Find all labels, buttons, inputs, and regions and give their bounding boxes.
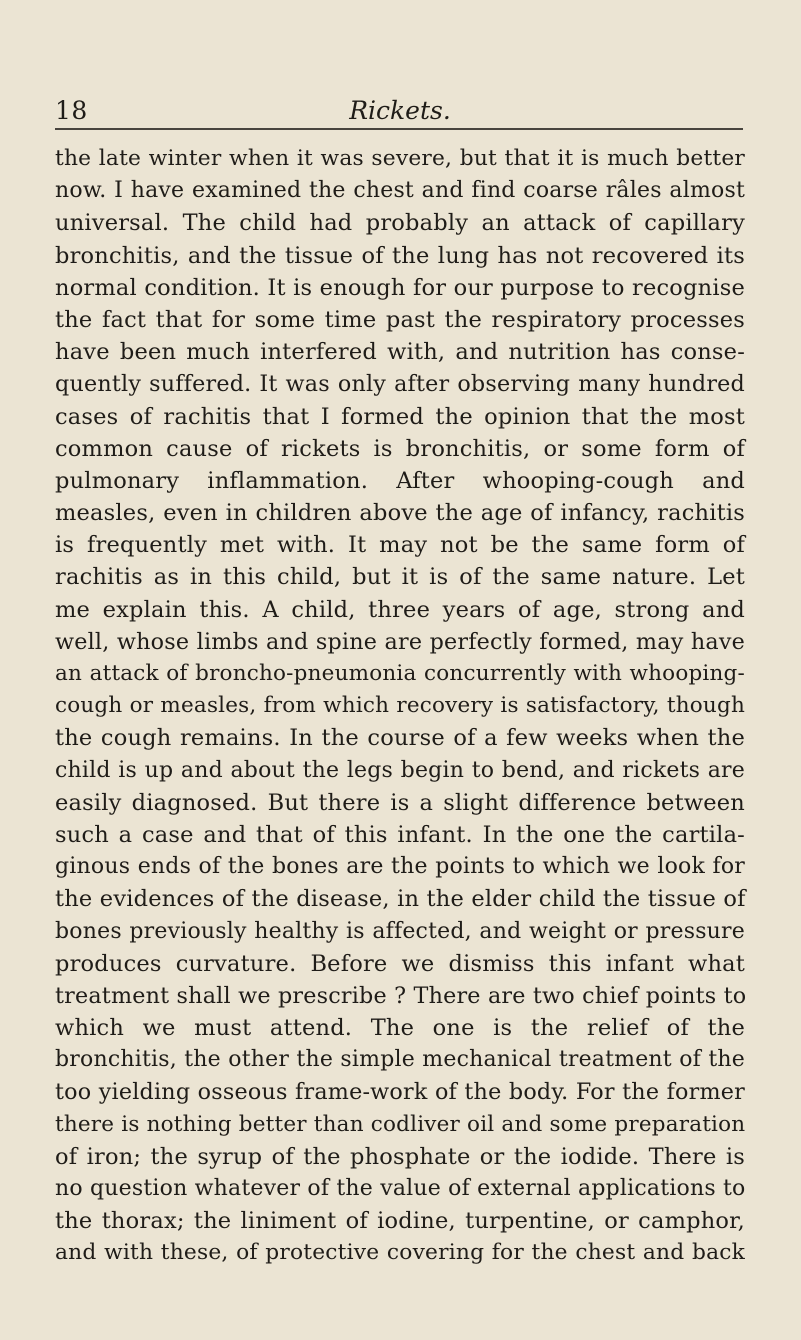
text-line: pulmonary inflammation. After whooping-cough and: [55, 467, 745, 494]
text-line: child is up and about the legs begin to bend, and rickets are: [55, 757, 745, 783]
text-line: universal. The child had probably an attack of capillary: [55, 210, 745, 237]
text-line: treatment shall we prescribe ? There are two chief points to: [55, 982, 747, 1009]
text-line: now. I have examined the chest and find coarse râles almost: [55, 178, 745, 204]
text-line: measles, even in children above the age of infancy, rachitis: [55, 500, 745, 527]
text-line: bronchitis, the other the simple mechanical treatment of the: [55, 1047, 745, 1073]
text-line: normal condition. It is enough for our purpose to recognise: [55, 274, 745, 301]
text-line: which we must attend. The one is the relief of the: [55, 1015, 745, 1042]
text-line: the fact that for some time past the respiratory processes: [55, 306, 745, 333]
text-line: is frequently met with. It may not be the same form of: [55, 532, 745, 559]
text-line: of iron; the syrup of the phosphate or the iodide. There is: [55, 1143, 745, 1170]
text-line: the thorax; the liniment of iodine, turpentine, or camphor,: [55, 1208, 745, 1235]
text-line: rachitis as in this child, but it is of the same nature. Let: [55, 564, 745, 591]
text-line: bones previously healthy is affected, and weight or pressure: [55, 918, 745, 944]
text-line: quently suffered. It was only after observing many hundred: [55, 371, 745, 398]
text-line: ginous ends of the bones are the points to which we look for: [55, 854, 745, 880]
text-line: and with these, of protective covering for the chest and back: [55, 1240, 745, 1266]
text-line: the evidences of the disease, in the elder child the tissue of: [55, 886, 746, 913]
running-title: Rickets.: [349, 96, 451, 125]
text-line: produces curvature. Before we dismiss this infant what: [55, 950, 745, 977]
text-line: common cause of rickets is bronchitis, or some form of: [55, 435, 745, 462]
page-header: [55, 93, 745, 129]
text-line: too yielding osseous frame-work of the body. For the former: [55, 1079, 745, 1106]
body-text: [55, 143, 755, 1270]
page-number: 18: [55, 96, 88, 125]
text-line: me explain this. A child, three years of age, strong and: [55, 596, 745, 623]
text-line: cough or measles, from which recovery is satisfactory, though: [55, 693, 745, 719]
text-line: bronchitis, and the tissue of the lung has not recovered its: [55, 242, 745, 269]
text-line: have been much interfered with, and nutrition has conse-: [55, 339, 745, 366]
text-line: the cough remains. In the course of a few weeks when the: [55, 725, 745, 752]
header-rule: [55, 128, 743, 130]
text-line: such a case and that of this infant. In the one the cartila-: [55, 821, 745, 848]
text-line: well, whose limbs and spine are perfectly formed, may have: [55, 628, 745, 655]
text-line: cases of rachitis that I formed the opinion that the most: [55, 403, 745, 430]
text-line: no question whatever of the value of external applications to: [55, 1176, 746, 1201]
text-line: there is nothing better than codliver oil and some preparation: [55, 1111, 746, 1137]
text-line: the late winter when it was severe, but that it is much better: [55, 146, 745, 171]
text-line: an attack of broncho-pneumonia concurrently with whooping-: [55, 661, 745, 686]
text-line: easily diagnosed. But there is a slight difference between: [55, 789, 745, 816]
